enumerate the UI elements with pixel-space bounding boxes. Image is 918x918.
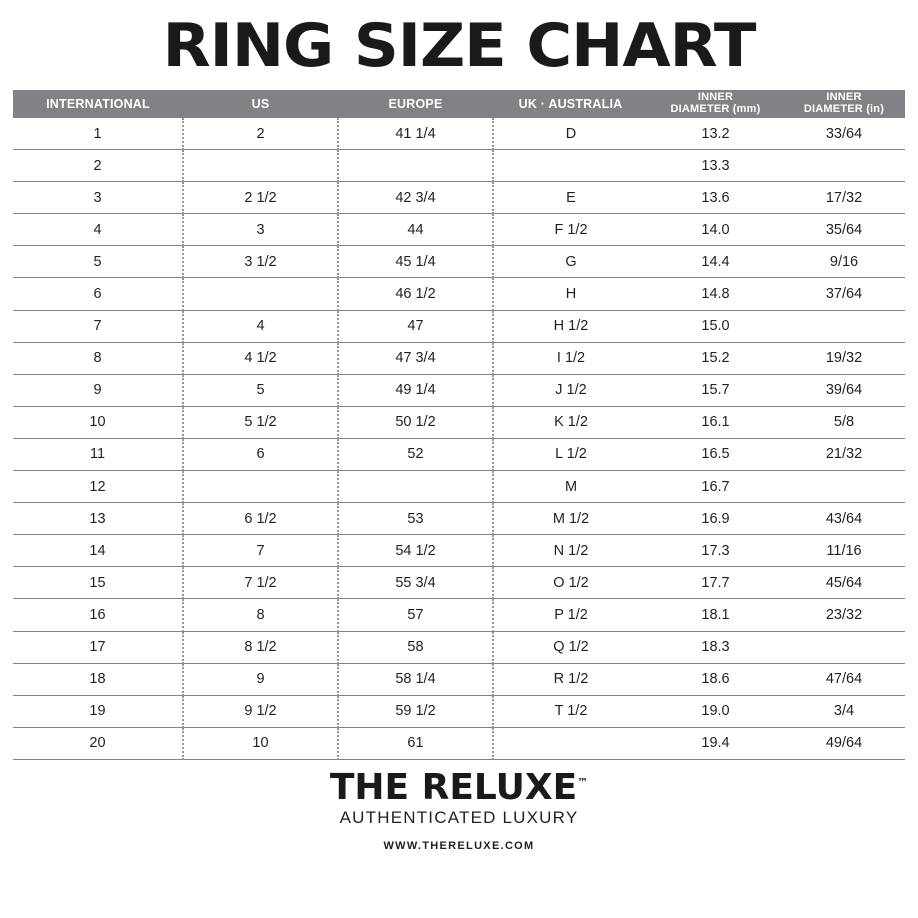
cell-us: 6 1/2 [183,503,338,535]
column-header-inner-diameter-mm [648,90,783,118]
cell-uk-australia: N 1/2 [493,535,648,567]
cell-us: 4 [183,310,338,342]
cell-inner-diameter-mm: 13.6 [648,182,783,214]
cell-inner-diameter-mm: 19.4 [648,727,783,759]
cell-uk-australia: M 1/2 [493,503,648,535]
cell-inner-diameter-in: 11/16 [783,535,905,567]
cell-international: 18 [13,663,183,695]
cell-inner-diameter-mm: 17.7 [648,567,783,599]
footer [0,766,918,852]
cell-inner-diameter-in [783,310,905,342]
table-row [13,278,905,310]
cell-international: 14 [13,535,183,567]
cell-inner-diameter-in: 17/32 [783,182,905,214]
cell-europe [338,471,493,503]
cell-uk-australia: K 1/2 [493,406,648,438]
cell-europe: 44 [338,214,493,246]
cell-inner-diameter-mm: 19.0 [648,695,783,727]
column-header-sublabel: DIAMETER (mm) [670,103,761,115]
cell-international: 8 [13,342,183,374]
cell-us [183,471,338,503]
cell-inner-diameter-in: 45/64 [783,567,905,599]
cell-inner-diameter-mm: 15.2 [648,342,783,374]
cell-europe: 57 [338,599,493,631]
cell-europe: 42 3/4 [338,182,493,214]
cell-international: 13 [13,503,183,535]
cell-inner-diameter-in: 33/64 [783,118,905,150]
cell-us: 7 1/2 [183,567,338,599]
website-url: WWW.THERELUXE.COM [383,839,535,852]
cell-uk-australia: P 1/2 [493,599,648,631]
cell-inner-diameter-in: 39/64 [783,374,905,406]
cell-us [183,150,338,182]
table-row [13,599,905,631]
cell-international: 3 [13,182,183,214]
cell-europe: 55 3/4 [338,567,493,599]
cell-us: 2 1/2 [183,182,338,214]
cell-inner-diameter-mm: 18.3 [648,631,783,663]
cell-inner-diameter-in [783,150,905,182]
cell-inner-diameter-in: 43/64 [783,503,905,535]
cell-international: 5 [13,246,183,278]
cell-inner-diameter-in: 3/4 [783,695,905,727]
cell-inner-diameter-mm: 16.1 [648,406,783,438]
cell-uk-australia [493,727,648,759]
cell-uk-australia [493,150,648,182]
table-row [13,342,905,374]
cell-uk-australia: H [493,278,648,310]
cell-uk-australia: O 1/2 [493,567,648,599]
cell-inner-diameter-mm: 16.7 [648,471,783,503]
cell-international: 9 [13,374,183,406]
cell-inner-diameter-in: 19/32 [783,342,905,374]
table-row [13,246,905,278]
cell-inner-diameter-in: 35/64 [783,214,905,246]
column-header-sublabel: DIAMETER (in) [803,103,885,115]
table-row [13,663,905,695]
cell-europe: 46 1/2 [338,278,493,310]
cell-inner-diameter-in: 37/64 [783,278,905,310]
cell-uk-australia: L 1/2 [493,438,648,470]
cell-inner-diameter-mm: 13.2 [648,118,783,150]
cell-uk-australia: F 1/2 [493,214,648,246]
column-header-international [13,90,183,118]
cell-us: 5 [183,374,338,406]
cell-europe: 47 [338,310,493,342]
cell-us: 10 [183,727,338,759]
table-row [13,503,905,535]
cell-inner-diameter-mm: 14.0 [648,214,783,246]
cell-us: 9 [183,663,338,695]
column-header-label: INNER [697,91,734,104]
column-header-europe [338,90,493,118]
trademark-symbol: ™ [577,775,589,789]
cell-europe: 49 1/4 [338,374,493,406]
cell-us: 4 1/2 [183,342,338,374]
table-row [13,438,905,470]
cell-uk-australia: H 1/2 [493,310,648,342]
page-title: RING SIZE CHART [162,11,756,81]
cell-international: 15 [13,567,183,599]
table-row [13,471,905,503]
cell-uk-australia: G [493,246,648,278]
table-header-row [13,90,905,118]
cell-inner-diameter-in: 21/32 [783,438,905,470]
column-header-uk-australia [493,90,648,118]
cell-international: 16 [13,599,183,631]
cell-us: 8 [183,599,338,631]
cell-inner-diameter-mm: 14.4 [648,246,783,278]
cell-europe: 54 1/2 [338,535,493,567]
cell-inner-diameter-in [783,471,905,503]
table-row [13,150,905,182]
column-header-label: INNER [826,91,862,104]
cell-inner-diameter-mm: 14.8 [648,278,783,310]
cell-uk-australia: M [493,471,648,503]
table-row [13,374,905,406]
cell-us [183,278,338,310]
cell-inner-diameter-mm: 15.0 [648,310,783,342]
table-row [13,727,905,759]
cell-uk-australia: I 1/2 [493,342,648,374]
cell-us: 7 [183,535,338,567]
cell-inner-diameter-mm: 13.3 [648,150,783,182]
cell-europe: 61 [338,727,493,759]
brand-logo [329,766,589,808]
cell-europe: 47 3/4 [338,342,493,374]
cell-us: 2 [183,118,338,150]
table-row [13,631,905,663]
column-header-label: UK · AUSTRALIA [518,97,623,111]
cell-uk-australia: J 1/2 [493,374,648,406]
cell-europe: 45 1/4 [338,246,493,278]
table-header [13,90,905,118]
cell-us: 8 1/2 [183,631,338,663]
cell-europe: 52 [338,438,493,470]
cell-europe [338,150,493,182]
cell-international: 11 [13,438,183,470]
cell-inner-diameter-mm: 16.9 [648,503,783,535]
cell-europe: 58 [338,631,493,663]
cell-europe: 58 1/4 [338,663,493,695]
cell-international: 17 [13,631,183,663]
table-row [13,118,905,150]
table-row [13,695,905,727]
cell-inner-diameter-in: 9/16 [783,246,905,278]
table-row [13,310,905,342]
cell-europe: 53 [338,503,493,535]
table-row [13,567,905,599]
cell-inner-diameter-in: 47/64 [783,663,905,695]
ring-size-table [13,90,905,760]
cell-international: 19 [13,695,183,727]
cell-uk-australia: E [493,182,648,214]
cell-inner-diameter-mm: 16.5 [648,438,783,470]
cell-us: 3 1/2 [183,246,338,278]
cell-international: 2 [13,150,183,182]
cell-international: 12 [13,471,183,503]
cell-inner-diameter-mm: 18.6 [648,663,783,695]
cell-inner-diameter-in: 23/32 [783,599,905,631]
cell-inner-diameter-mm: 15.7 [648,374,783,406]
cell-europe: 50 1/2 [338,406,493,438]
cell-uk-australia: R 1/2 [493,663,648,695]
cell-uk-australia: D [493,118,648,150]
cell-us: 6 [183,438,338,470]
cell-inner-diameter-mm: 17.3 [648,535,783,567]
cell-europe: 59 1/2 [338,695,493,727]
cell-uk-australia: T 1/2 [493,695,648,727]
column-header-label: US [251,97,270,111]
cell-international: 7 [13,310,183,342]
cell-international: 10 [13,406,183,438]
cell-europe: 41 1/4 [338,118,493,150]
brand-tagline: AUTHENTICATED LUXURY [339,807,579,827]
column-header-label: EUROPE [388,97,443,111]
cell-inner-diameter-in: 5/8 [783,406,905,438]
column-header-inner-diameter-in [783,90,905,118]
table-row [13,535,905,567]
cell-us: 3 [183,214,338,246]
cell-international: 4 [13,214,183,246]
cell-international: 20 [13,727,183,759]
column-header-label: INTERNATIONAL [46,97,150,111]
cell-us: 9 1/2 [183,695,338,727]
cell-inner-diameter-mm: 18.1 [648,599,783,631]
table-row [13,406,905,438]
cell-inner-diameter-in: 49/64 [783,727,905,759]
table-row [13,182,905,214]
column-header-us [183,90,338,118]
cell-international: 1 [13,118,183,150]
cell-us: 5 1/2 [183,406,338,438]
brand-name: THE RELUXE [329,766,578,808]
table-row [13,214,905,246]
table-body [13,118,905,759]
cell-inner-diameter-in [783,631,905,663]
cell-uk-australia: Q 1/2 [493,631,648,663]
cell-international: 6 [13,278,183,310]
